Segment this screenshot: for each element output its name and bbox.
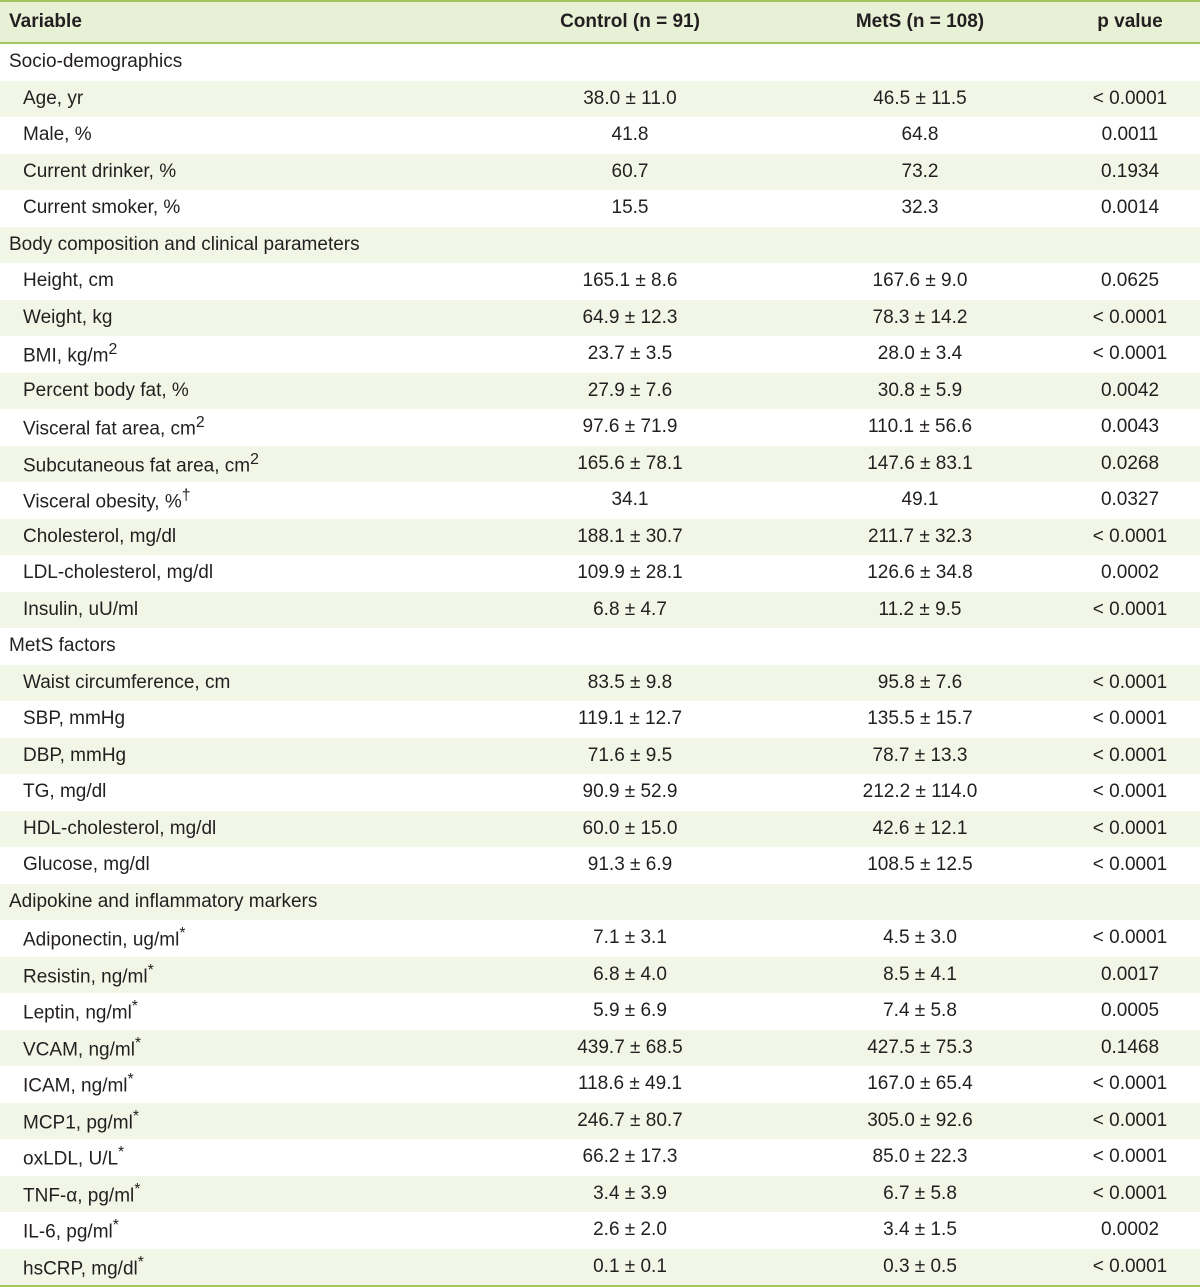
footnote-marker: 2 — [250, 450, 259, 468]
p-value-cell: < 0.0001 — [1092, 1182, 1168, 1204]
variable-cell — [0, 1176, 470, 1213]
table-row — [0, 336, 1200, 373]
footnote-marker: * — [112, 1217, 119, 1235]
table-row — [0, 555, 1200, 592]
footnote-marker: * — [127, 1071, 134, 1089]
section-row — [0, 628, 1200, 665]
table-row — [0, 263, 1200, 300]
table-row — [0, 1139, 1200, 1176]
table-row — [0, 847, 1200, 884]
table-row — [0, 482, 1200, 519]
variable-cell — [0, 701, 470, 738]
mets-cell: 11.2 ± 9.5 — [878, 598, 962, 620]
variable-cell — [0, 81, 470, 118]
p-value-cell: 0.0017 — [1100, 963, 1160, 985]
header-p-value: p value — [1050, 1, 1200, 43]
variable-label: ICAM, ng/ml — [23, 1075, 128, 1097]
table-row — [0, 190, 1200, 227]
p-value-cell: < 0.0001 — [1092, 306, 1168, 328]
mets-cell: 28.0 ± 3.4 — [877, 343, 963, 365]
footnote-marker: * — [147, 961, 154, 979]
footnote-marker: * — [134, 1180, 141, 1198]
footnote-marker: * — [131, 998, 138, 1016]
mets-cell: 73.2 — [901, 160, 939, 182]
variable-label: Current drinker, % — [23, 160, 177, 182]
control-cell: 6.8 ± 4.7 — [593, 598, 667, 620]
control-cell: 188.1 ± 30.7 — [577, 525, 683, 547]
variable-cell — [0, 774, 470, 811]
mets-cell: 30.8 ± 5.9 — [877, 379, 963, 401]
variable-label: Current smoker, % — [23, 197, 181, 219]
control-cell: 2.6 ± 2.0 — [593, 1219, 667, 1241]
control-cell: 246.7 ± 80.7 — [577, 1109, 683, 1131]
mets-cell: 427.5 ± 75.3 — [867, 1036, 973, 1058]
table-row — [0, 1249, 1200, 1287]
control-cell: 109.9 ± 28.1 — [577, 562, 683, 584]
control-cell: 7.1 ± 3.1 — [593, 927, 667, 949]
p-value-cell: < 0.0001 — [1092, 744, 1168, 766]
control-cell: 118.6 ± 49.1 — [577, 1073, 683, 1095]
table-header — [0, 1, 1200, 43]
mets-cell: 110.1 ± 56.6 — [867, 416, 973, 438]
mets-cell: 46.5 ± 11.5 — [873, 87, 967, 109]
mets-cell: 108.5 ± 12.5 — [867, 854, 973, 876]
table-row — [0, 1103, 1200, 1140]
table-row — [0, 300, 1200, 337]
mets-cell: 64.8 — [901, 124, 939, 146]
mets-cell: 3.4 ± 1.5 — [883, 1219, 957, 1241]
mets-cell: 8.5 ± 4.1 — [883, 963, 957, 985]
mets-cell: 135.5 ± 15.7 — [867, 708, 973, 730]
p-value-cell: < 0.0001 — [1092, 525, 1168, 547]
control-cell: 34.1 — [611, 489, 649, 511]
variable-cell — [0, 993, 470, 1030]
section-title: Socio-demographics — [9, 51, 183, 73]
variable-label: LDL-cholesterol, mg/dl — [23, 562, 214, 584]
variable-cell — [0, 446, 470, 483]
table-row — [0, 738, 1200, 775]
control-cell: 97.6 ± 71.9 — [582, 416, 678, 438]
p-value-cell: < 0.0001 — [1092, 1109, 1168, 1131]
variable-cell — [0, 154, 470, 191]
footnote-marker: * — [134, 1034, 142, 1052]
variable-cell — [0, 555, 470, 592]
variable-label: VCAM, ng/ml — [23, 1038, 135, 1060]
mets-cell: 126.6 ± 34.8 — [867, 562, 973, 584]
variable-cell — [0, 738, 470, 775]
table-row — [0, 81, 1200, 118]
p-value-cell: 0.0625 — [1100, 270, 1160, 292]
p-value-cell: 0.1468 — [1100, 1036, 1160, 1058]
p-value-cell: 0.0014 — [1100, 197, 1160, 219]
control-cell: 23.7 ± 3.5 — [587, 343, 673, 365]
mets-cell: 7.4 ± 5.8 — [883, 1000, 957, 1022]
variable-label: Glucose, mg/dl — [23, 854, 150, 876]
header-control: Control (n = 91) — [470, 1, 760, 43]
control-cell: 60.7 — [611, 160, 649, 182]
p-value-cell: < 0.0001 — [1092, 598, 1168, 620]
variable-cell — [0, 300, 470, 337]
variable-cell — [0, 1066, 470, 1103]
footnote-marker: 2 — [108, 341, 118, 359]
variable-label: TG, mg/dl — [23, 781, 107, 803]
p-value-cell: < 0.0001 — [1092, 854, 1168, 876]
mets-cell: 78.7 ± 13.3 — [872, 744, 968, 766]
table-row — [0, 519, 1200, 556]
p-value-cell: 0.0002 — [1100, 1219, 1160, 1241]
table-row — [0, 993, 1200, 1030]
p-value-cell: 0.1934 — [1100, 160, 1160, 182]
variable-cell — [0, 336, 470, 373]
variable-label: Percent body fat, % — [23, 379, 189, 401]
control-cell: 41.8 — [611, 124, 649, 146]
variable-label: Weight, kg — [23, 306, 113, 328]
variable-label: MCP1, pg/ml — [23, 1111, 133, 1133]
mets-cell: 78.3 ± 14.2 — [872, 306, 968, 328]
table-body — [0, 43, 1200, 1286]
variable-cell — [0, 920, 470, 957]
variable-cell — [0, 957, 470, 994]
header-variable: Variable — [0, 1, 470, 43]
p-value-cell: < 0.0001 — [1092, 343, 1168, 365]
variable-cell — [0, 1103, 470, 1140]
p-value-cell: < 0.0001 — [1092, 87, 1168, 109]
variable-cell — [0, 1139, 470, 1176]
mets-cell: 95.8 ± 7.6 — [877, 671, 963, 693]
table-row — [0, 446, 1200, 483]
control-cell: 83.5 ± 9.8 — [587, 671, 673, 693]
table-row — [0, 665, 1200, 702]
mets-cell: 49.1 — [901, 489, 939, 511]
variable-label: Waist circumference, cm — [23, 671, 231, 693]
variable-label: TNF-α, pg/ml — [23, 1184, 135, 1206]
section-row — [0, 884, 1200, 921]
variable-cell — [0, 519, 470, 556]
p-value-cell: < 0.0001 — [1050, 1249, 1200, 1287]
variable-label: Leptin, ng/ml — [23, 1002, 132, 1024]
variable-label: Adiponectin, ug/ml — [23, 929, 180, 951]
variable-label: oxLDL, U/L — [23, 1148, 119, 1170]
p-value-cell: < 0.0001 — [1092, 1146, 1168, 1168]
mets-cell: 85.0 ± 22.3 — [872, 1146, 968, 1168]
mets-cell: 211.7 ± 32.3 — [867, 525, 973, 547]
variable-label: Resistin, ng/ml — [23, 965, 148, 987]
control-cell: 3.4 ± 3.9 — [593, 1182, 667, 1204]
table-row — [0, 811, 1200, 848]
variable-label: Visceral obesity, % — [23, 491, 182, 513]
table-row — [0, 1030, 1200, 1067]
table-row — [0, 1066, 1200, 1103]
control-cell: 90.9 ± 52.9 — [582, 781, 678, 803]
table-row — [0, 774, 1200, 811]
table-row — [0, 1176, 1200, 1213]
variable-cell — [0, 1212, 470, 1249]
table-row — [0, 117, 1200, 154]
mets-cell: 212.2 ± 114.0 — [862, 781, 978, 803]
p-value-cell: < 0.0001 — [1092, 927, 1168, 949]
control-cell: 60.0 ± 15.0 — [582, 817, 678, 839]
table-row — [0, 701, 1200, 738]
table-row — [0, 592, 1200, 629]
table-row — [0, 373, 1200, 410]
variable-cell — [0, 373, 470, 410]
table-row — [0, 957, 1200, 994]
variable-cell — [0, 482, 470, 519]
footnote-marker: * — [118, 1144, 125, 1162]
footnote-marker: † — [181, 487, 191, 505]
mets-cell: 305.0 ± 92.6 — [867, 1109, 973, 1131]
header-mets: MetS (n = 108) — [760, 1, 1050, 43]
control-cell: 119.1 ± 12.7 — [577, 708, 683, 730]
control-cell: 5.9 ± 6.9 — [593, 1000, 667, 1022]
control-cell: 27.9 ± 7.6 — [587, 379, 673, 401]
p-value-cell: 0.0268 — [1100, 452, 1160, 474]
p-value-cell: < 0.0001 — [1092, 708, 1168, 730]
section-row — [0, 43, 1200, 81]
variable-label: SBP, mmHg — [23, 708, 126, 730]
variable-cell — [0, 190, 470, 227]
control-cell: 439.7 ± 68.5 — [577, 1036, 683, 1058]
p-value-cell: 0.0327 — [1100, 489, 1160, 511]
variable-cell — [0, 409, 470, 446]
p-value-cell: 0.0043 — [1100, 416, 1160, 438]
control-cell: 64.9 ± 12.3 — [582, 306, 678, 328]
table-row — [0, 1212, 1200, 1249]
variable-cell — [0, 263, 470, 300]
section-title: Adipokine and inflammatory markers — [9, 890, 318, 912]
mets-cell: 42.6 ± 12.1 — [872, 817, 968, 839]
section-title: MetS factors — [9, 635, 116, 657]
p-value-cell: 0.0002 — [1100, 562, 1160, 584]
mets-cell: 32.3 — [901, 197, 939, 219]
mets-cell: 167.6 ± 9.0 — [872, 270, 968, 292]
p-value-cell: < 0.0001 — [1092, 671, 1168, 693]
variable-label: Male, % — [23, 124, 92, 146]
control-cell: 91.3 ± 6.9 — [587, 854, 673, 876]
mets-cell: 147.6 ± 83.1 — [867, 452, 973, 474]
variable-label: DBP, mmHg — [23, 744, 127, 766]
p-value-cell: 0.0011 — [1101, 124, 1159, 146]
variable-label: Visceral fat area, cm — [23, 418, 196, 440]
p-value-cell: < 0.0001 — [1092, 781, 1168, 803]
variable-label: Subcutaneous fat area, cm — [23, 454, 251, 476]
table-row — [0, 409, 1200, 446]
table-row — [0, 154, 1200, 191]
control-cell: 15.5 — [611, 197, 649, 219]
variable-label: Cholesterol, mg/dl — [23, 525, 177, 547]
section-row — [0, 227, 1200, 264]
variable-cell — [0, 1249, 470, 1287]
control-cell: 71.6 ± 9.5 — [587, 744, 673, 766]
control-cell: 165.6 ± 78.1 — [577, 452, 683, 474]
section-title: Body composition and clinical parameters — [9, 233, 360, 255]
footnote-marker: * — [132, 1107, 139, 1125]
header-row — [0, 1, 1200, 43]
variable-label: IL-6, pg/ml — [23, 1221, 113, 1243]
control-cell: 38.0 ± 11.0 — [583, 87, 677, 109]
control-cell: 6.8 ± 4.0 — [593, 963, 667, 985]
mets-cell: 0.3 ± 0.5 — [760, 1249, 1050, 1287]
variable-cell — [0, 117, 470, 154]
p-value-cell: 0.0042 — [1100, 379, 1160, 401]
variable-label: Height, cm — [23, 270, 114, 292]
variable-label: BMI, kg/m — [23, 345, 109, 367]
footnote-marker: 2 — [195, 414, 205, 432]
mets-cell: 6.7 ± 5.8 — [883, 1182, 957, 1204]
variable-label: hsCRP, mg/dl — [23, 1257, 138, 1279]
mets-cell: 167.0 ± 65.4 — [867, 1073, 973, 1095]
control-cell: 0.1 ± 0.1 — [470, 1249, 760, 1287]
mets-cell: 4.5 ± 3.0 — [883, 927, 957, 949]
footnote-marker: * — [137, 1253, 144, 1271]
table-row — [0, 920, 1200, 957]
control-cell: 66.2 ± 17.3 — [582, 1146, 678, 1168]
p-value-cell: < 0.0001 — [1092, 817, 1168, 839]
variable-cell — [0, 665, 470, 702]
variable-cell — [0, 592, 470, 629]
variable-label: HDL-cholesterol, mg/dl — [23, 817, 217, 839]
footnote-marker: * — [179, 925, 186, 943]
variable-cell — [0, 847, 470, 884]
p-value-cell: 0.0005 — [1100, 1000, 1160, 1022]
variable-cell — [0, 1030, 470, 1067]
variable-cell — [0, 811, 470, 848]
p-value-cell: < 0.0001 — [1092, 1073, 1168, 1095]
variable-label: Insulin, uU/ml — [23, 598, 139, 620]
control-cell: 165.1 ± 8.6 — [582, 270, 678, 292]
variable-label: Age, yr — [23, 87, 84, 109]
